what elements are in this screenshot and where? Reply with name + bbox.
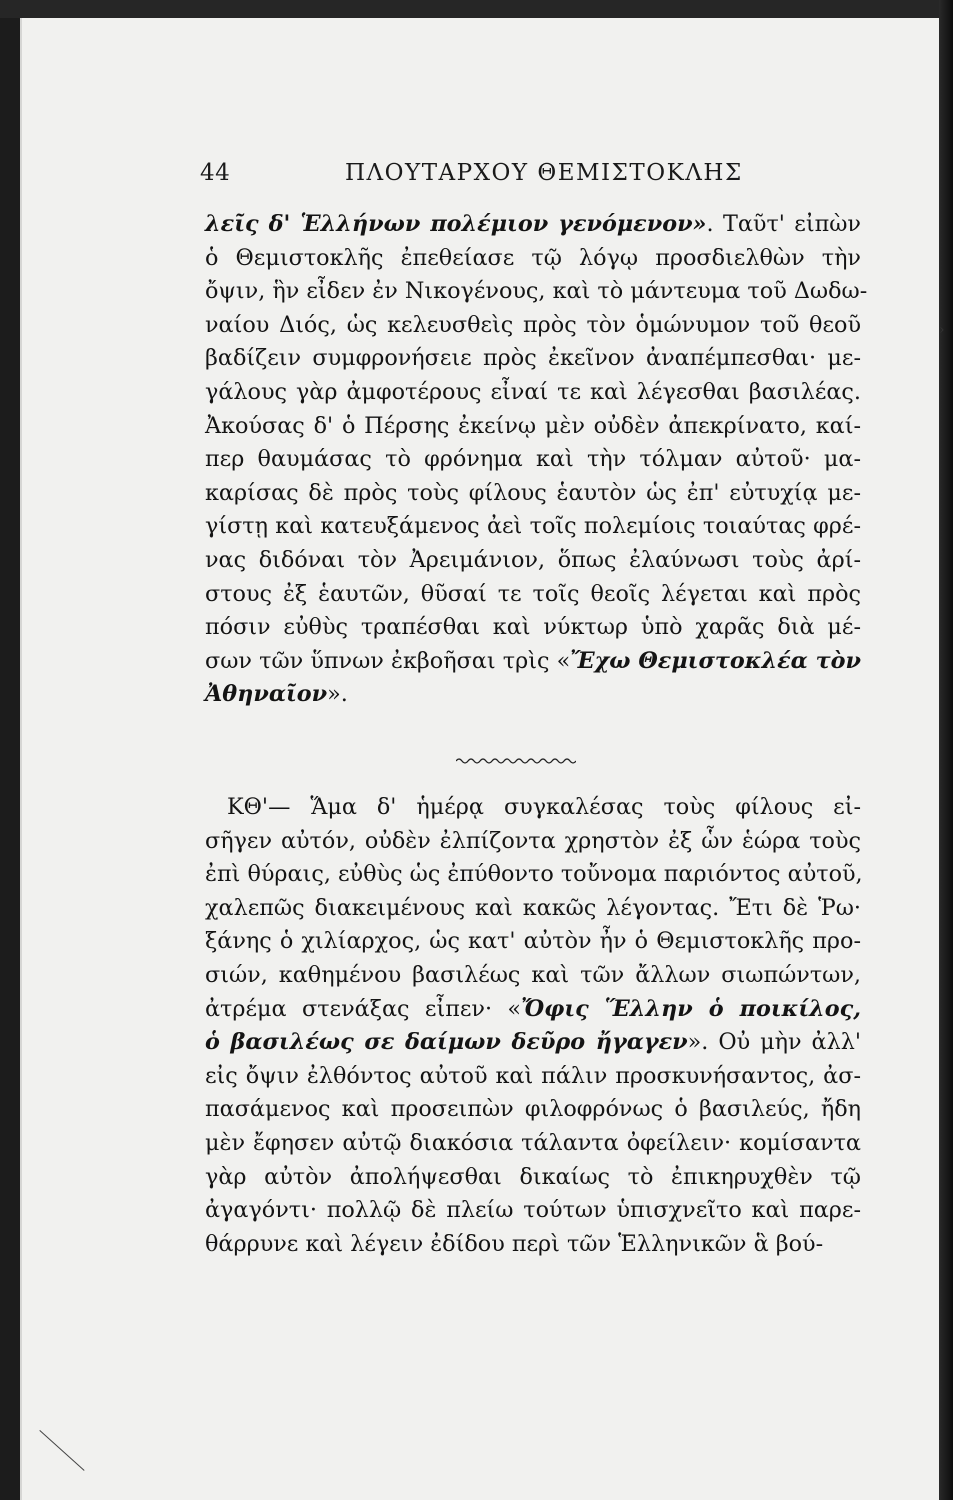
line-text: ». [327,681,348,708]
emphasized-quote: λεῖς δ' Ἑλλήνων πολέμιον γενόμενον» [205,211,707,237]
text-line [205,925,861,959]
text-line [205,645,861,679]
line-text: . Ταῦτ' εἰπὼν [706,211,861,237]
line-text: σων τῶν ὕπνων ἐκβοῆσαι τρὶς « [205,647,571,674]
text-line [205,1093,861,1127]
line-text: ἀτρέμα στενάξας εἶπεν· « [205,995,522,1022]
text-line [205,208,861,242]
text-line [205,578,861,612]
paragraph-section-2 [205,791,861,1261]
text-line [205,825,861,859]
emphasized-quote: Ἔχω Θεμιστοκλέα τὸν [570,647,861,674]
text-line [205,892,861,926]
line-text: χαλεπῶς διακειμένους καὶ κακῶς λέγοντας. Ἔτι δὲ Ῥω· [205,894,861,921]
line-text: σῆγεν αὐτόν, οὐδὲν ἐλπίζοντα χρηστὸν ἐξ ὧν ἑώρα τοὺς [205,827,861,854]
running-title: ΠΛΟΥΤΑΡΧΟΥ ΘΕΜΙΣΤΟΚΛΗΣ [345,160,743,186]
text-line [205,309,861,343]
line-text: στους ἐξ ἑαυτῶν, θῦσαί τε τοῖς θεοῖς λέγεται καὶ πρὸς [205,580,861,607]
line-text: ΚΘ'— Ἅμα δ' ἡμέρᾳ συγκαλέσας τοὺς φίλους εἰ- [227,794,861,820]
text-line [205,959,861,993]
text-line [205,544,861,578]
text-line [205,611,861,645]
text-line [205,376,861,410]
emphasized-quote: ὁ βασιλέως σε δαίμων δεῦρο ἤγαγεν [205,1029,688,1056]
line-text: ἀγαγόντι· πολλῷ δὲ πλείω τούτων ὑπισχνεῖτο καὶ παρε- [205,1197,861,1224]
text-line [205,410,861,444]
text-line [205,1228,861,1262]
line-text: ὄψιν, ἣν εἶδεν ἐν Νικογένους, καὶ τὸ μάντευμα τοῦ Δωδω- [205,278,868,305]
text-line [205,1194,861,1228]
line-text: ναίου Διός, ὡς κελευσθεὶς πρὸς τὸν ὁμώνυμον τοῦ θεοῦ [205,311,861,338]
text-line [205,1127,861,1161]
scan-top-edge [0,0,953,18]
line-text: πασάμενος καὶ προσειπὼν φιλοφρόνως ὁ βασιλεύς, ἤδη [205,1096,861,1123]
text-line [205,242,861,276]
line-text: ἐπὶ θύραις, εὐθὺς ὡς ἐπύθοντο τοὔνομα παριόντος αὐτοῦ, [205,861,863,888]
text-line [205,993,861,1027]
line-text: μὲν ἔφησεν αὐτῷ διακόσια τάλαντα ὀφείλειν· κομίσαντα [205,1129,861,1156]
line-text: καρίσας δὲ πρὸς τοὺς φίλους ἑαυτὸν ὡς ἐπ' εὐτυχίᾳ με- [205,479,861,506]
line-text: Ἀκούσας δ' ὁ Πέρσης ἐκείνῳ μὲν οὐδὲν ἀπεκρίνατο, καί- [205,412,861,439]
line-text: γὰρ αὐτὸν ἀπολήψεσθαι δικαίως τὸ ἐπικηρυχθὲν τῷ [205,1163,861,1190]
text-line [205,510,861,544]
emphasized-quote: Ὄφις Ἕλλην ὁ ποικίλος, [521,995,861,1022]
line-text: περ θαυμάσας τὸ φρόνημα καὶ τὴν τόλμαν αὐτοῦ· μα- [205,446,861,473]
text-line [205,275,868,309]
scan-right-edge [939,0,953,1500]
text-line [205,1026,861,1060]
emphasized-quote: Ἀθηναῖον [205,681,328,708]
line-text: ξάνης ὁ χιλίαρχος, ὡς κατ' αὐτὸν ἦν ὁ Θεμιστοκλῆς προ- [205,928,861,955]
text-line [205,678,861,712]
line-text: βαδίζειν συμφρονήσειε πρὸς ἐκεῖνον ἀναπέμπεσθαι· με- [205,345,861,372]
line-text: ὁ Θεμιστοκλῆς ἐπεθείασε τῷ λόγῳ προσδιελθὼν τὴν [205,244,861,271]
line-text: εἰς ὄψιν ἐλθόντος αὐτοῦ καὶ πάλιν προσκυνήσαντος, ἀσ- [205,1062,861,1089]
text-line [205,342,861,376]
line-text: νας διδόναι τὸν Ἀρειμάνιον, ὅπως ἐλαύνωσι τοὺς ἀρί- [205,546,861,573]
text-line [205,791,861,825]
margin-mark: › [939,322,945,338]
text-line [205,477,861,511]
text-line [205,1161,861,1195]
line-text: σιών, καθημένου βασιλέως καὶ τῶν ἄλλων σιωπώντων, [205,961,861,988]
text-line [205,443,861,477]
page-number: 44 [200,160,231,186]
line-text: γάλους γὰρ ἀμφοτέρους εἶναί τε καὶ λέγεσθαι βασιλέας. [205,378,861,405]
line-text: γίστῃ καὶ κατευξάμενος ἀεὶ τοῖς πολεμίοις τοιαύτας φρέ- [205,513,861,540]
text-line [205,1060,861,1094]
text-line [205,858,861,892]
line-text: πόσιν εὐθὺς τραπέσθαι καὶ νύκτωρ ὑπὸ χαρᾶς διὰ μέ- [205,614,861,641]
line-text: ». Οὐ μὴν ἀλλ' [687,1029,861,1056]
line-text: θάρρυνε καὶ λέγειν ἐδίδου περὶ τῶν Ἑλληνικῶν ἃ βού- [205,1230,824,1257]
wavy-rule-icon [456,755,576,767]
paragraph-section-1 [205,208,868,712]
